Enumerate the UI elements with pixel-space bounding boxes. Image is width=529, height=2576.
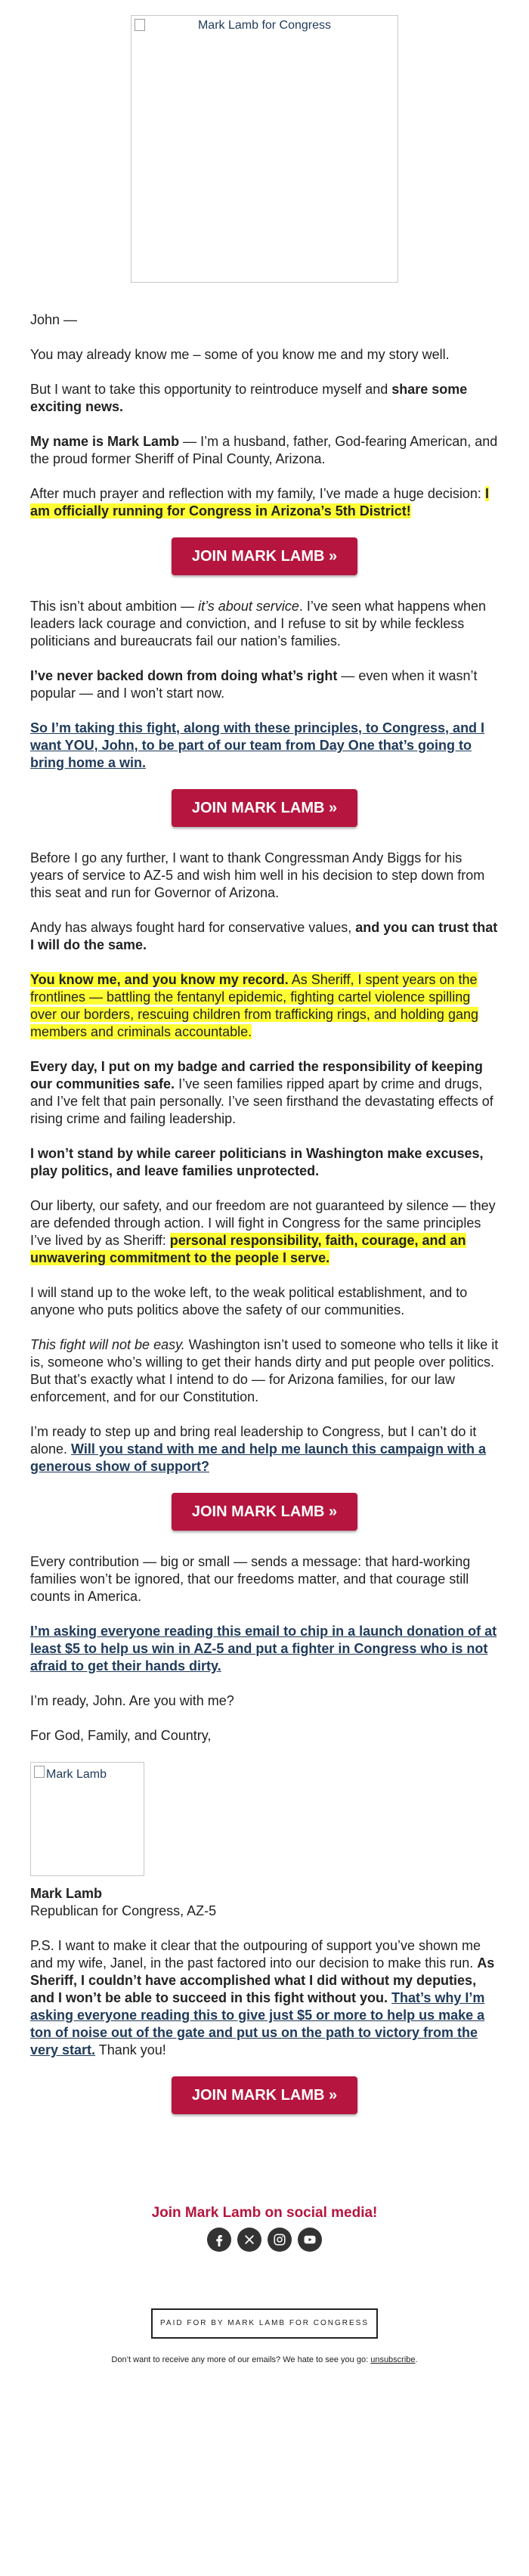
paragraph-1: You may already know me – some of you know me and my story well.: [30, 347, 450, 362]
ps-donation-link[interactable]: That’s why I’m asking everyone reading this to give just $5 or more to help us make a ton of noise out of the gate and put us on the path to victory from the very start.: [30, 1990, 485, 2057]
paragraph-9: [30, 919, 499, 954]
team-link[interactable]: So I’m taking this fight, along with these principles, to Congress, and I want YOU, John, to be part of our team from Day One that’s going to bring home a win.: [30, 720, 485, 770]
paragraph-10: [30, 971, 499, 1041]
paragraph-11: [30, 1058, 499, 1128]
paragraph-8: Before I go any further, I want to thank Congressman Andy Biggs for his years of service to AZ-5 and wish him well in his decision to step down from this seat and run for Governor of Arizona.: [30, 850, 485, 900]
text: After much prayer and reflection with my family, I’ve made a huge decision:: [30, 486, 485, 501]
italic-text: This fight will not be easy.: [30, 1337, 185, 1352]
paragraph-12: [30, 1145, 499, 1180]
social-section: [30, 2205, 499, 2252]
bold-text: My name is Mark Lamb: [30, 434, 180, 449]
paragraph-14: I will stand up to the woke left, to the weak political establishment, and to anyone who puts politics above the safety of our communities.: [30, 1285, 468, 1317]
highlighted-principles: personal responsibility, faith, courage, and an unwavering commitment to the people I serve.: [30, 1233, 466, 1265]
instagram-icon[interactable]: [268, 2228, 292, 2252]
bold-text: Every day, I put on my badge and carried the responsibility of keeping our communities safe.: [30, 1059, 483, 1091]
signature-name: Mark Lamb: [30, 1886, 103, 1901]
text: Washington isn’t used to someone who tells it like it is, someone who’s willing to get their hands dirty and put people over politics. But that’s exactly what I intend to do — for Arizona families, for our law enforcement, and for our Constitution.: [30, 1337, 499, 1404]
donation-link[interactable]: I’m asking everyone reading this email to chip in a launch donation of at least $5 to help us win in AZ-5 and put a fighter in Congress who is not afraid to get their hands dirty.: [30, 1624, 497, 1673]
paragraph-6: [30, 667, 499, 702]
bold-text: As Sheriff, I couldn’t have accomplished what I did without my deputies, and I won’t be able to succeed in this fight without you.: [30, 1955, 495, 2005]
join-button-3[interactable]: JOIN MARK LAMB »: [172, 1493, 357, 1531]
text: — I’m a husband, father, God-fearing American, and the proud former Sheriff of Pinal County, Arizona.: [30, 434, 498, 466]
support-link[interactable]: Will you stand with me and help me launch this campaign with a generous show of support?: [30, 1441, 486, 1474]
text: I’m ready to step up and bring real leadership to Congress, but I can’t do it alone.: [30, 1424, 477, 1457]
paragraph-18: [30, 1623, 499, 1675]
x-icon[interactable]: [237, 2228, 261, 2252]
signature-title: Republican for Congress, AZ-5: [30, 1903, 217, 1918]
text: Andy has always fought hard for conservative values,: [30, 920, 356, 935]
text: But I want to take this opportunity to reintroduce myself and: [30, 382, 392, 397]
bold-text: I’ve never backed down from doing what’s right: [30, 668, 338, 683]
social-title: Join Mark Lamb on social media!: [151, 2205, 378, 2221]
paragraph-7: [30, 720, 499, 772]
postscript: [30, 1937, 499, 2059]
paid-for-by-disclaimer: PAID FOR BY MARK LAMB FOR CONGRESS: [151, 2308, 378, 2339]
facebook-icon[interactable]: [207, 2228, 231, 2252]
join-button-1[interactable]: JOIN MARK LAMB »: [172, 537, 357, 575]
bold-text: and you can trust that I will do the same.: [30, 920, 498, 952]
bold-text: I won’t stand by while career politicians in Washington make excuses, play politics, and leave families unprotected.: [30, 1146, 484, 1178]
text: — even when it wasn’t popular — and I won’t start now.: [30, 668, 478, 701]
paragraph-16: [30, 1423, 499, 1475]
text: . I’ve seen what happens when leaders lack courage and conviction, and I refuse to sit by while feckless politicians and bureaucrats fail our nation’s families.: [30, 599, 487, 649]
text: .: [415, 2355, 418, 2364]
text: Thank you!: [95, 2042, 166, 2057]
paragraph-3: [30, 433, 499, 468]
highlighted-text: As Sheriff, I spent years on the frontlines — battling the fentanyl epidemic, fighting cartel violence spilling over our borders, rescuing children from trafficking rings, and holding gang members and criminals accountable.: [30, 972, 478, 1039]
paragraph-15: [30, 1336, 499, 1406]
logo-alt-text: Mark Lamb for Congress: [197, 19, 332, 32]
text: This isn’t about ambition —: [30, 599, 199, 614]
photo-alt-text: Mark Lamb: [46, 1768, 107, 1781]
youtube-icon[interactable]: [298, 2228, 322, 2252]
text: I’ve seen families ripped apart by crime and drugs, and I’ve felt that pain personally. I’ve seen firsthand the devastating effects of rising crime and failing leadership.: [30, 1076, 493, 1126]
paragraph-2: [30, 381, 499, 416]
paragraph-19: I’m ready, John. Are you with me?: [30, 1693, 234, 1708]
join-button-2[interactable]: JOIN MARK LAMB »: [172, 789, 357, 827]
greeting: John —: [30, 312, 78, 327]
paragraph-4: [30, 485, 499, 520]
join-button-4[interactable]: JOIN MARK LAMB »: [172, 2076, 357, 2114]
italic-text: it’s about service: [198, 599, 299, 614]
unsubscribe-line: [30, 2355, 499, 2364]
paragraph-5: [30, 598, 499, 650]
paragraph-17: Every contribution — big or small — sends a message: that hard-working families won’t be ignored, that our freedoms matter, and that courage still counts in America.: [30, 1554, 471, 1604]
email-body: [30, 0, 499, 2364]
paragraph-13: [30, 1197, 499, 1267]
signature-photo: [30, 1762, 144, 1876]
unsubscribe-link[interactable]: unsubscribe: [370, 2355, 416, 2364]
text: Our liberty, our safety, and our freedom are not guaranteed by silence — they are defended through action. I will fight in Congress for the same principles I’ve lived by as Sheriff:: [30, 1198, 496, 1248]
bold-text: share some exciting news.: [30, 382, 468, 414]
campaign-logo-image: [131, 15, 398, 283]
highlighted-announcement: I am officially running for Congress in Arizona’s 5th District!: [30, 486, 489, 519]
text: P.S. I want to make it clear that the outpouring of support you’ve shown me and my wife, Janel, in the past factored into our decision to make this run.: [30, 1938, 481, 1971]
bold-text: You know me, and you know my record.: [30, 972, 289, 987]
broken-image-icon: [34, 1766, 45, 1778]
paragraph-20: For God, Family, and Country,: [30, 1728, 212, 1743]
text: Don’t want to receive any more of our emails? We hate to see you go:: [111, 2355, 371, 2364]
